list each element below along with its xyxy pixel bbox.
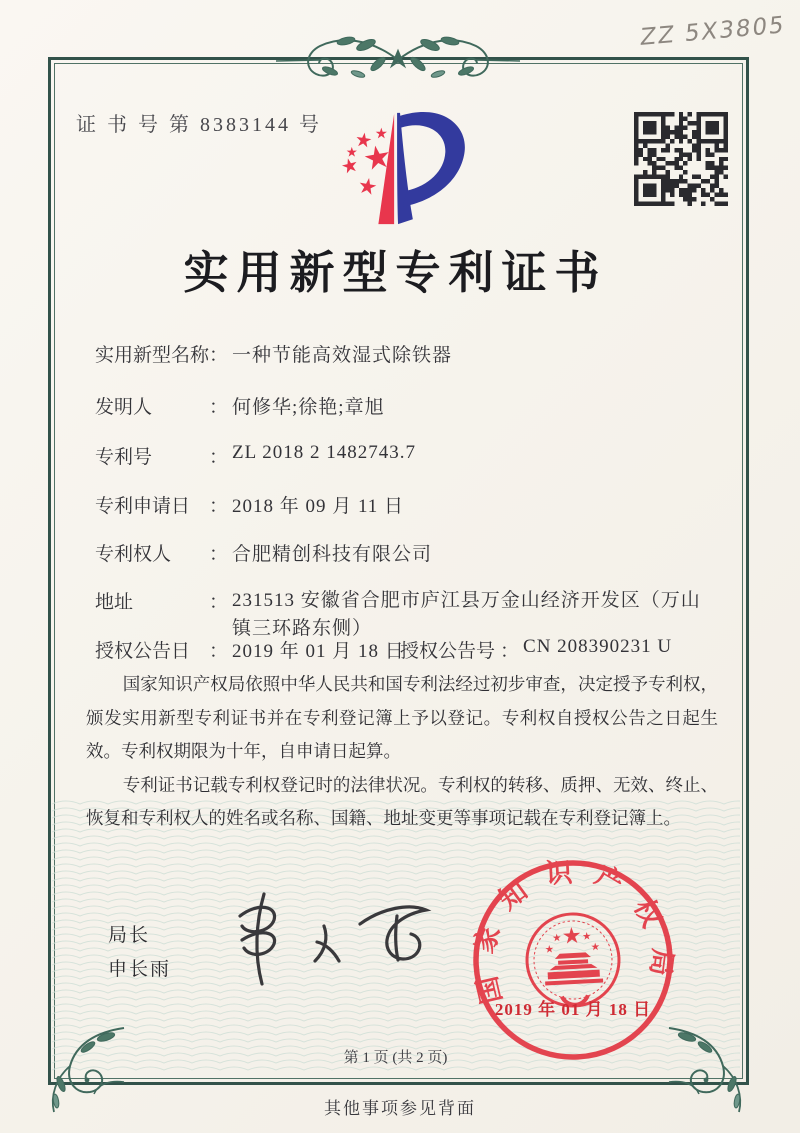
official-seal	[462, 849, 685, 1072]
field-colon: ：	[209, 592, 229, 613]
field-label: 专利号	[95, 447, 153, 468]
field-value: CN 208390231 U	[523, 636, 673, 657]
handwritten-code: ZZ 5X3805	[639, 12, 787, 52]
signer-name: 申长雨	[108, 959, 172, 980]
field-colon: ：	[209, 447, 229, 468]
field-label: 实用新型名称	[95, 345, 210, 366]
field-colon: ：	[209, 397, 229, 418]
field-value: 231513 安徽省合肥市庐江县万金山经济开发区（万山镇三环路东侧）	[232, 590, 701, 639]
field-row-inventors	[95, 392, 385, 419]
seal-agency-text: 国家知识产权局	[467, 856, 679, 1007]
back-side-note: 其他事项参见背面	[324, 1099, 476, 1118]
legal-text	[86, 668, 718, 836]
field-row-grant	[95, 636, 673, 663]
field-colon: ：	[209, 544, 229, 565]
field-colon: ：	[209, 641, 229, 662]
top-flourish-ornament	[270, 30, 526, 94]
field-row-patent-no	[95, 442, 416, 469]
legal-paragraph-1: 国家知识产权局依照中华人民共和国专利法经过初步审查，决定授予专利权，颁发实用新型专利证书并在专利登记簿上予以登记。专利权自授权公告之日起生效。专利权期限为十年，自申请日起算。	[86, 674, 718, 762]
field-colon: ：	[209, 496, 229, 517]
qr-code	[634, 112, 728, 206]
field-value: 一种节能高效湿式除铁器	[232, 345, 453, 366]
grant-number-pair	[400, 636, 672, 663]
field-colon: ：	[209, 345, 229, 366]
page-number: 第 1 页 (共 2 页)	[343, 1050, 448, 1066]
field-row-address	[95, 587, 702, 642]
signature-handwriting	[212, 882, 447, 997]
cnipa-logo-icon	[338, 106, 466, 234]
field-row-filing-date	[95, 491, 404, 518]
national-emblem-icon	[525, 912, 622, 1009]
field-colon: ：	[500, 641, 520, 662]
field-value: ZL 2018 2 1482743.7	[232, 442, 417, 463]
field-label: 发明人	[95, 397, 153, 418]
field-label: 专利权人	[95, 544, 172, 565]
field-label: 授权公告号	[400, 641, 496, 662]
seal-date: 2019 年 01 月 18 日	[494, 1000, 652, 1019]
signer-title: 局长	[108, 925, 151, 946]
field-label: 专利申请日	[95, 496, 191, 517]
field-row-name	[95, 340, 452, 367]
certificate-title: 实用新型专利证书	[183, 248, 608, 298]
field-row-patentee	[95, 539, 432, 566]
field-label: 地址	[95, 592, 134, 613]
legal-paragraph-2: 专利证书记载专利权登记时的法律状况。专利权的转移、质押、无效、终止、恢复和专利权人的姓名或名称、国籍、地址变更等事项记载在专利登记簿上。	[86, 774, 718, 829]
field-value: 合肥精创科技有限公司	[232, 544, 433, 565]
certificate-number: 证 书 号 第 8383144 号	[76, 114, 322, 136]
field-value: 2018 年 09 月 11 日	[232, 496, 405, 517]
field-value: 何修华;徐艳;章旭	[232, 397, 385, 418]
field-value: 2019 年 01 月 18 日	[232, 641, 405, 662]
field-label: 授权公告日	[95, 641, 191, 662]
